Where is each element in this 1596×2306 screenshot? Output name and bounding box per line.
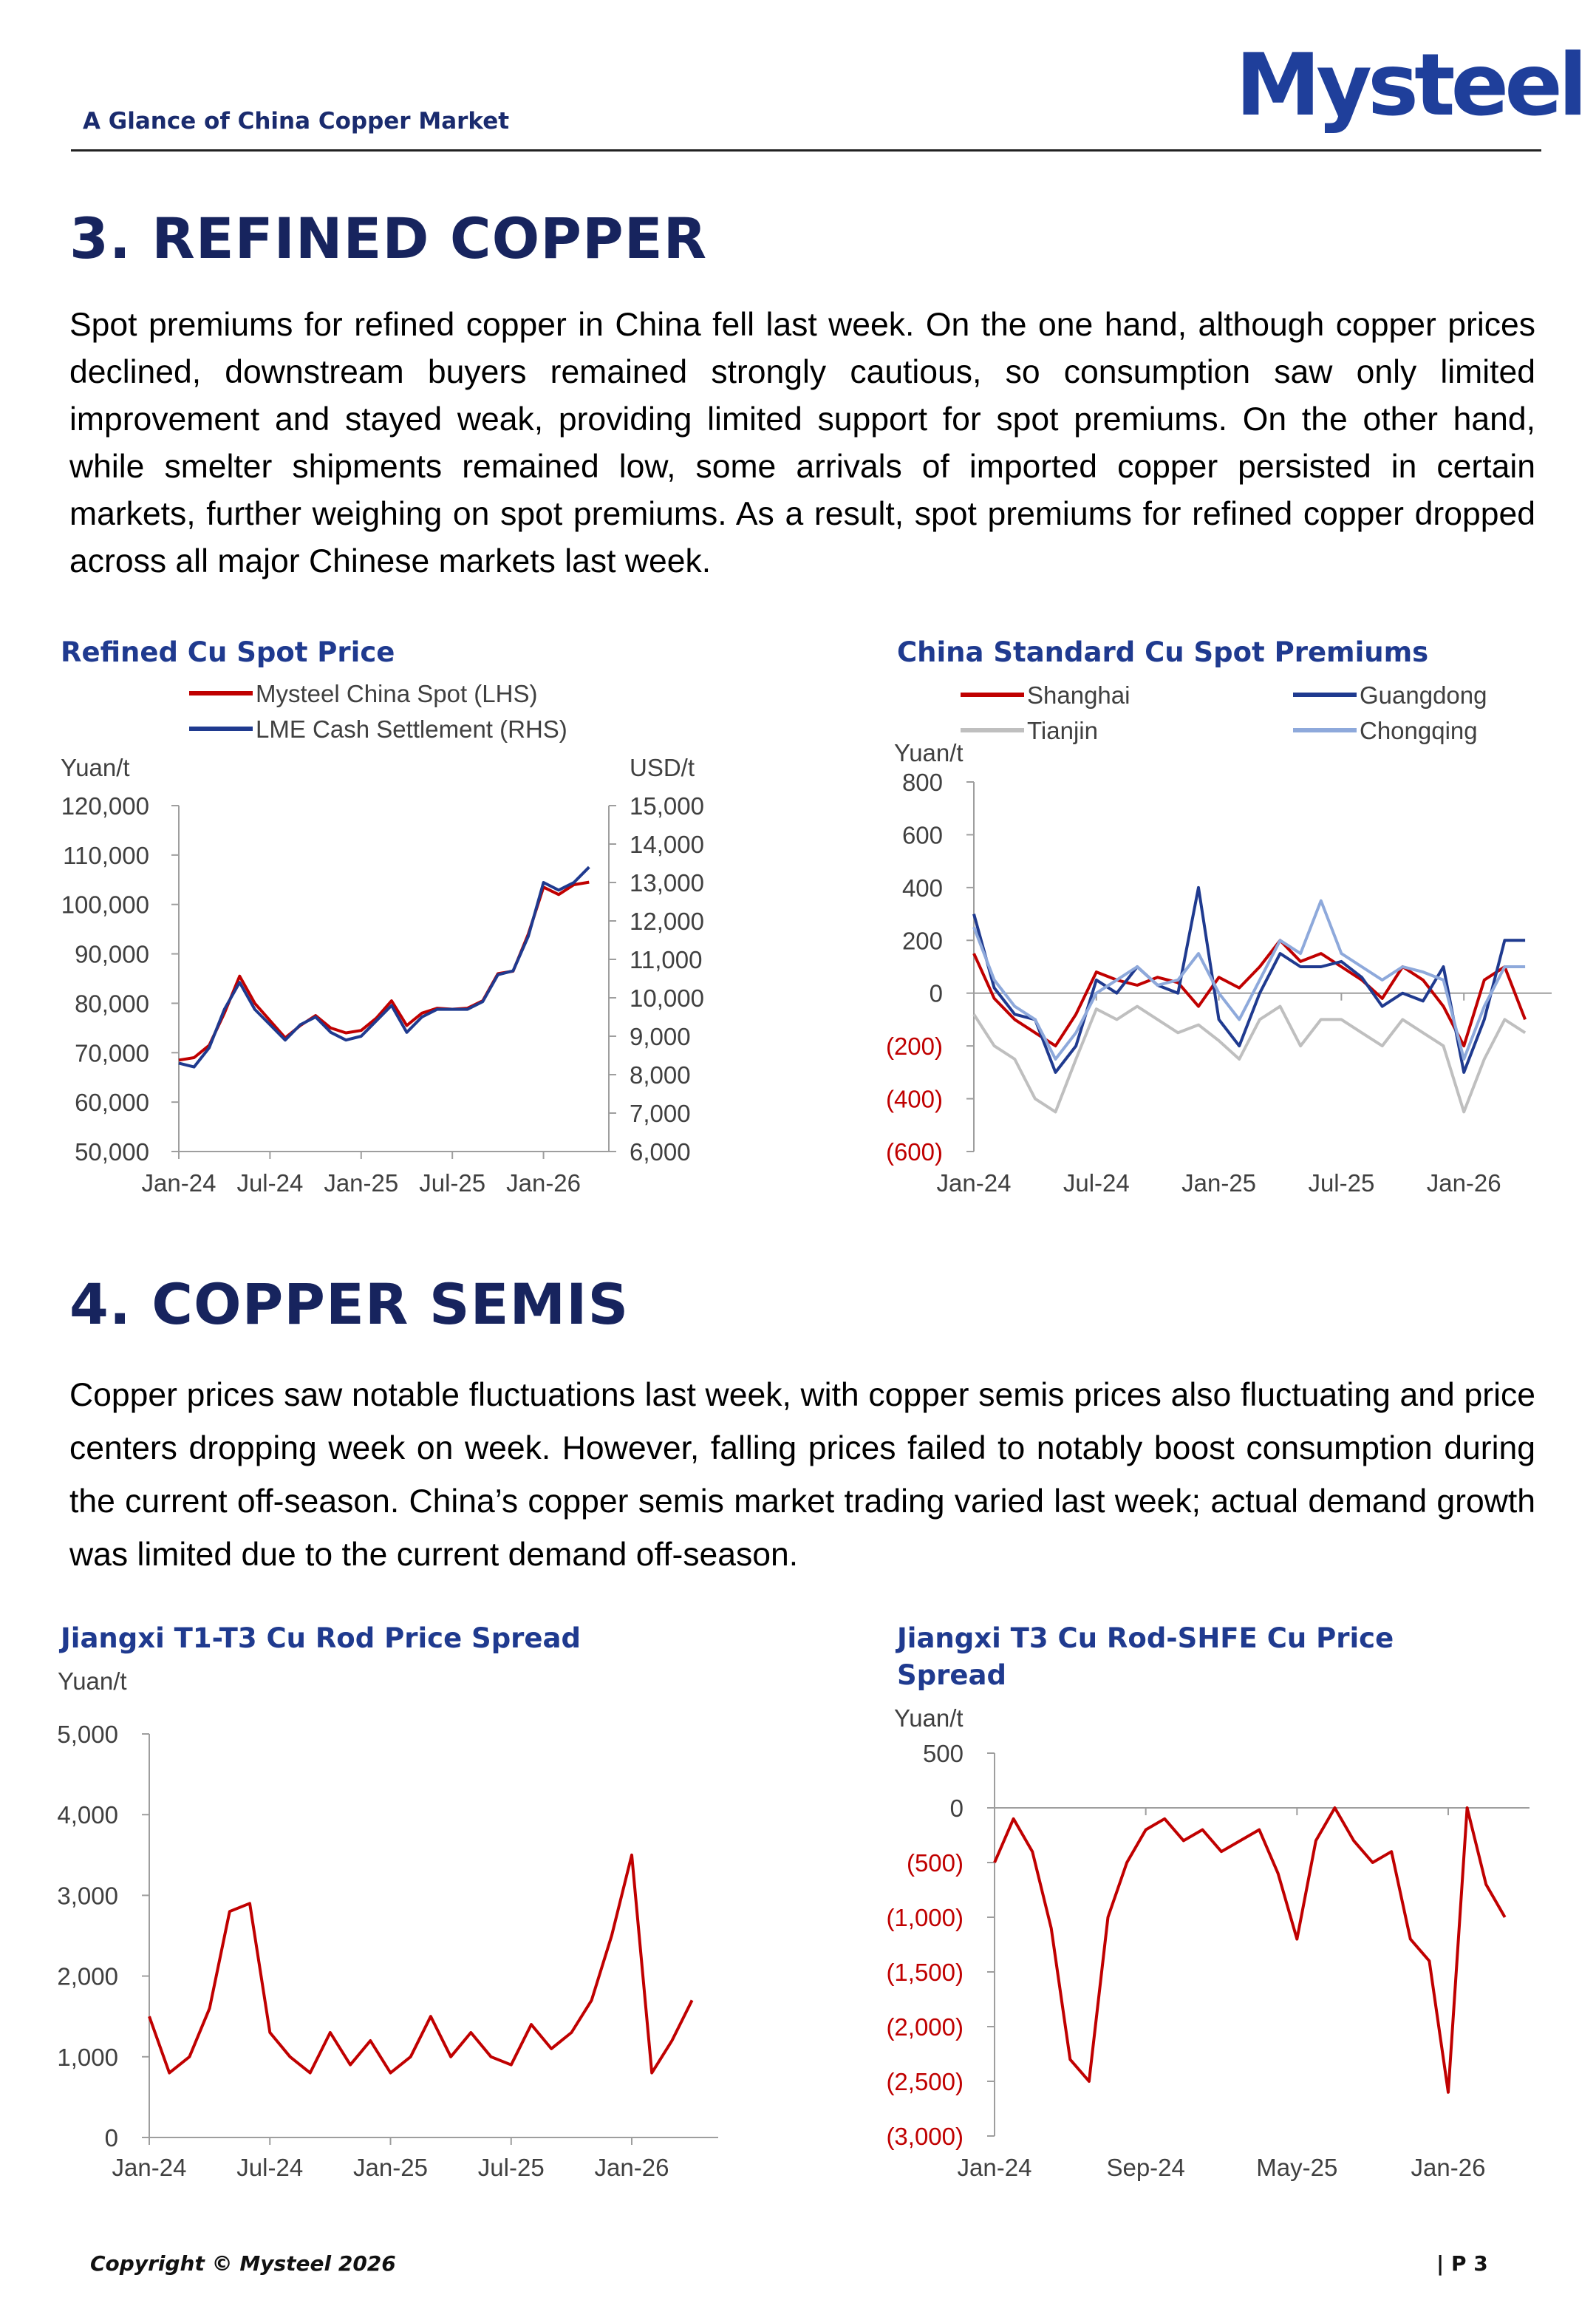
series-line-series bbox=[149, 1855, 692, 2073]
y-tick-label: (1,500) bbox=[886, 1959, 964, 1986]
y-tick-label: (500) bbox=[906, 1849, 964, 1877]
y2-tick-label: 10,000 bbox=[630, 984, 704, 1012]
y2-tick-label: 13,000 bbox=[630, 869, 704, 897]
y2-tick-label: 9,000 bbox=[630, 1023, 691, 1050]
y2-axis-unit-label: USD/t bbox=[630, 754, 695, 781]
y-tick-label: 3,000 bbox=[57, 1882, 118, 1910]
section-title-copper-semis: 4. COPPER SEMIS bbox=[69, 1271, 630, 1337]
y2-tick-label: 15,000 bbox=[630, 792, 704, 820]
x-tick-label: Jan-24 bbox=[141, 1169, 216, 1197]
y-tick-label: 50,000 bbox=[75, 1138, 149, 1166]
chart-spot-premiums bbox=[798, 665, 1596, 1197]
series-line-mysteel-china-spot-lhs bbox=[179, 882, 589, 1061]
chart-title-spot-premiums: China Standard Cu Spot Premiums bbox=[897, 636, 1429, 668]
y2-tick-label: 14,000 bbox=[630, 831, 704, 858]
y-tick-label: 600 bbox=[901, 821, 943, 849]
mysteel-logo: Mysteel bbox=[1235, 35, 1583, 135]
y-tick-label: 80,000 bbox=[75, 990, 149, 1018]
y-tick-label: (2,000) bbox=[886, 2013, 964, 2041]
x-tick-label: May-25 bbox=[1256, 2154, 1338, 2181]
y-tick-label: 60,000 bbox=[75, 1089, 149, 1117]
y-tick-label: (2,500) bbox=[886, 2068, 964, 2095]
y-tick-label: 200 bbox=[901, 927, 943, 955]
chart-t3-shfe-spread bbox=[798, 1656, 1596, 2195]
series-line-series bbox=[995, 1808, 1505, 2092]
legend-label: LME Cash Settlement (RHS) bbox=[256, 715, 567, 743]
x-tick-label: Sep-24 bbox=[1106, 2154, 1185, 2181]
footer-copyright: Copyright © Mysteel 2026 bbox=[90, 2251, 396, 2276]
chart-title-t3-shfe-spread: Jiangxi T3 Cu Rod-SHFE Cu Price Spread bbox=[897, 1622, 1394, 1691]
y-tick-label: 4,000 bbox=[57, 1801, 118, 1829]
x-tick-label: Jul-25 bbox=[1308, 1169, 1375, 1197]
y-tick-label: 110,000 bbox=[63, 841, 149, 869]
report-subtitle: A Glance of China Copper Market bbox=[83, 108, 510, 135]
y-tick-label: (400) bbox=[885, 1085, 943, 1113]
y-tick-label: 800 bbox=[901, 769, 943, 796]
y2-tick-label: 12,000 bbox=[630, 908, 704, 935]
legend-label: Shanghai bbox=[1027, 681, 1130, 709]
y2-tick-label: 8,000 bbox=[630, 1061, 691, 1089]
y-axis-unit-label: Yuan/t bbox=[894, 1704, 964, 1732]
series-line-chongqing bbox=[974, 901, 1525, 1059]
legend-label: Guangdong bbox=[1360, 681, 1487, 709]
y-tick-label: 100,000 bbox=[61, 891, 149, 919]
y-tick-label: 0 bbox=[929, 979, 943, 1007]
x-tick-label: Jan-24 bbox=[112, 2154, 187, 2181]
x-tick-label: Jul-25 bbox=[477, 2154, 545, 2181]
x-tick-label: Jan-26 bbox=[1426, 1169, 1501, 1197]
y2-tick-label: 6,000 bbox=[630, 1138, 691, 1166]
x-tick-label: Jan-26 bbox=[594, 2154, 669, 2181]
x-tick-label: Jul-25 bbox=[419, 1169, 486, 1197]
y-tick-label: 5,000 bbox=[57, 1721, 118, 1748]
series-line-lme-cash-settlement-rhs bbox=[179, 867, 589, 1067]
header-divider bbox=[71, 149, 1541, 152]
copper-semis-paragraph: Copper prices saw notable fluctuations last week, with copper semis prices also fluctuating and price centers dropping week on week. However, falling prices failed to notably boost consumption during the current off-season. China’s copper semis market trading varied last week; actual demand growth was limited due to the current demand off-season. bbox=[69, 1377, 1535, 1573]
chart-t1-t3-spread bbox=[0, 1656, 798, 2195]
y-tick-label: 400 bbox=[901, 874, 943, 902]
y-tick-label: 1,000 bbox=[57, 2043, 118, 2071]
y2-tick-label: 7,000 bbox=[630, 1100, 691, 1127]
y-tick-label: 0 bbox=[104, 2124, 118, 2152]
y-tick-label: 0 bbox=[949, 1795, 964, 1822]
x-tick-label: Jul-24 bbox=[1063, 1169, 1130, 1197]
x-tick-label: Jul-24 bbox=[236, 1169, 304, 1197]
legend-label: Chongqing bbox=[1360, 717, 1478, 744]
x-tick-label: Jan-25 bbox=[353, 2154, 428, 2181]
y-axis-unit-label: Yuan/t bbox=[894, 739, 964, 766]
chart-title-refined-cu-spot-price: Refined Cu Spot Price bbox=[61, 636, 395, 668]
y-axis-unit-label: Yuan/t bbox=[61, 754, 130, 781]
refined-copper-paragraph: Spot premiums for refined copper in China fell last week. On the one hand, although copper prices declined, downstream buyers remained strongly cautious, so consumption saw only limited improvement and stayed weak, providing limited support for spot premiums. On the other hand, while smelter shipments remained low, some arrivals of imported copper persisted in certain markets, further weighing on spot premiums. As a result, spot premiums for refined copper dropped across all major Chinese markets last week. bbox=[69, 307, 1535, 579]
y-axis-unit-label: Yuan/t bbox=[58, 1667, 127, 1695]
y-tick-label: (1,000) bbox=[886, 1904, 964, 1931]
y2-tick-label: 11,000 bbox=[630, 946, 703, 973]
y-tick-label: (600) bbox=[885, 1138, 943, 1166]
x-tick-label: Jan-25 bbox=[1181, 1169, 1257, 1197]
x-tick-label: Jan-24 bbox=[957, 2154, 1032, 2181]
x-tick-label: Jul-24 bbox=[236, 2154, 304, 2181]
x-tick-label: Jan-26 bbox=[506, 1169, 582, 1197]
y-tick-label: (200) bbox=[885, 1033, 943, 1061]
x-tick-label: Jan-26 bbox=[1411, 2154, 1486, 2181]
y-tick-label: 120,000 bbox=[61, 792, 149, 820]
chart-refined-cu-spot-price bbox=[0, 665, 798, 1197]
legend-label: Mysteel China Spot (LHS) bbox=[256, 680, 538, 707]
x-tick-label: Jan-24 bbox=[936, 1169, 1012, 1197]
y-tick-label: 70,000 bbox=[75, 1039, 149, 1067]
y-tick-label: (3,000) bbox=[886, 2123, 964, 2150]
section-title-refined-copper: 3. REFINED COPPER bbox=[69, 205, 708, 271]
y-tick-label: 90,000 bbox=[75, 940, 149, 968]
y-tick-label: 500 bbox=[922, 1740, 964, 1767]
x-tick-label: Jan-25 bbox=[324, 1169, 399, 1197]
footer-page-number: | P 3 bbox=[1436, 2251, 1488, 2276]
legend-label: Tianjin bbox=[1027, 717, 1098, 744]
chart-title-t1-t3-spread: Jiangxi T1-T3 Cu Rod Price Spread bbox=[61, 1622, 581, 1654]
y-tick-label: 2,000 bbox=[57, 1962, 118, 1990]
